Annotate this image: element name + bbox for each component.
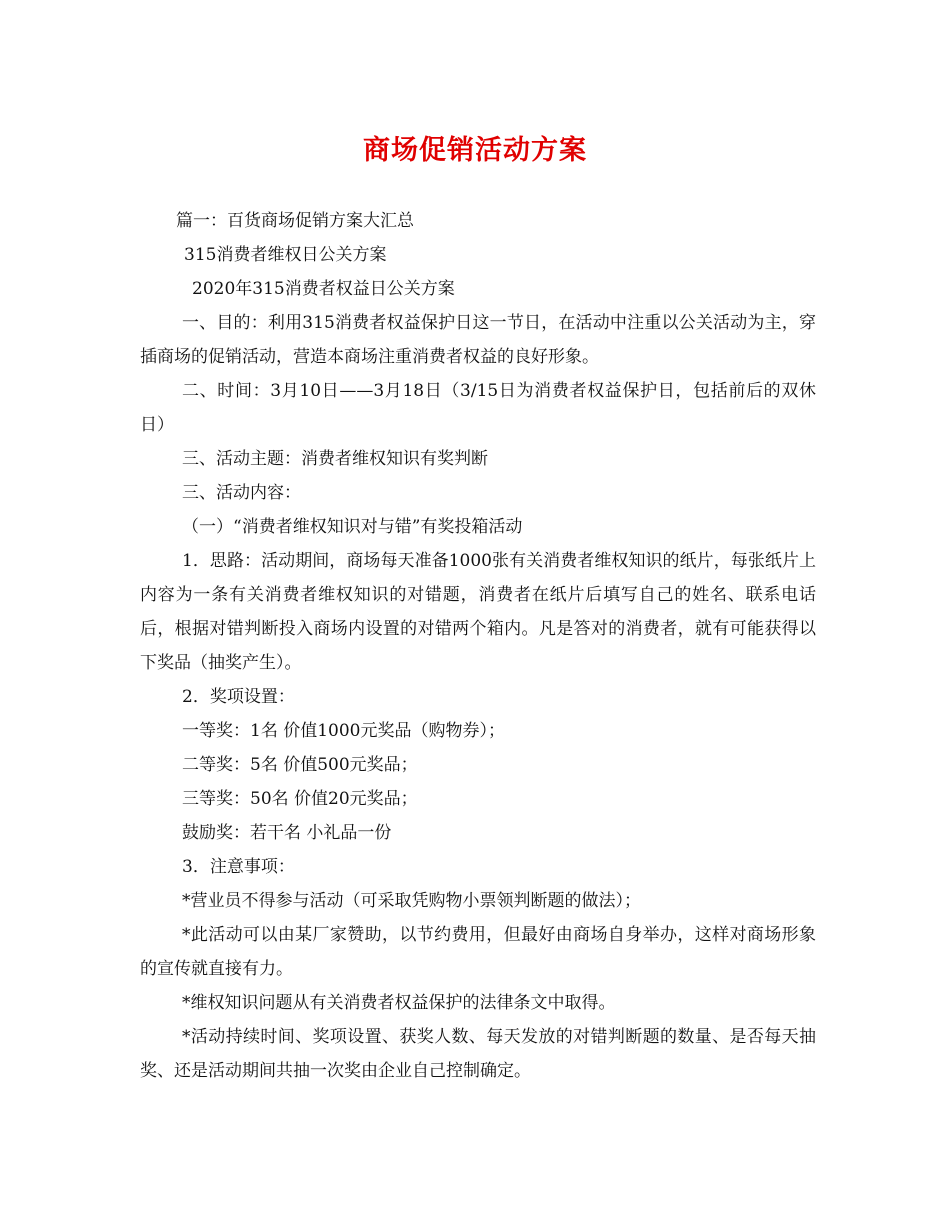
line-note-staff: *营业员不得参与活动（可采取凭购物小票领判断题的做法）； bbox=[182, 891, 641, 911]
line-activity-one: （一）“消费者维权知识对与错”有奖投箱活动 bbox=[182, 517, 523, 537]
paragraph-note-control: *活动持续时间、奖项设置、获奖人数、每天发放的对错判断题的数量、是否每天抽奖、还是活动期间共抽一次奖由企业自己控制确定。 bbox=[140, 1027, 816, 1081]
line-first-prize: 一等奖：1名 价值1000元奖品（购物券）； bbox=[182, 721, 505, 741]
line-encouragement-prize: 鼓励奖：若干名 小礼品一份 bbox=[182, 823, 392, 843]
document-body bbox=[140, 204, 816, 1088]
paragraph-note-sponsor: *此活动可以由某厂家赞助，以节约费用，但最好由商场自身举办，这样对商场形象的宣传就直接有力。 bbox=[140, 925, 816, 979]
line-second-prize: 二等奖：5名 价值500元奖品； bbox=[182, 755, 418, 775]
line-prize-setup: 2．奖项设置： bbox=[182, 687, 295, 707]
line-note-questions: *维权知识问题从有关消费者权益保护的法律条文中取得。 bbox=[182, 993, 616, 1013]
document-title: 商场促销活动方案 bbox=[363, 135, 587, 166]
paragraph-purpose: 一、目的：利用315消费者权益保护日这一节日，在活动中注重以公关活动为主，穿插商场的促销活动，营造本商场注重消费者权益的良好形象。 bbox=[140, 313, 816, 367]
section-heading-1: 篇一：百货商场促销方案大汇总 bbox=[176, 211, 414, 231]
line-third-prize: 三等奖：50名 价值20元奖品； bbox=[182, 789, 418, 809]
line-theme: 三、活动主题：消费者维权知识有奖判断 bbox=[182, 449, 488, 469]
line-notes-heading: 3．注意事项： bbox=[182, 857, 295, 877]
subheading-315-plan: 315消费者维权日公关方案 bbox=[184, 245, 387, 265]
paragraph-time: 二、时间：3月10日——3月18日（3/15日为消费者权益保护日，包括前后的双休日） bbox=[140, 381, 816, 435]
paragraph-idea: 1．思路：活动期间，商场每天准备1000张有关消费者维权知识的纸片，每张纸片上内容为一条有关消费者维权知识的对错题，消费者在纸片后填写自己的姓名、联系电话后，根据对错判断投入商场内设置的对错两个箱内。凡是答对的消费者，就有可能获得以下奖品（抽奖产生）。 bbox=[140, 551, 816, 673]
line-content-heading: 三、活动内容： bbox=[182, 483, 301, 503]
subheading-2020-plan: 2020年315消费者权益日公关方案 bbox=[192, 279, 455, 299]
